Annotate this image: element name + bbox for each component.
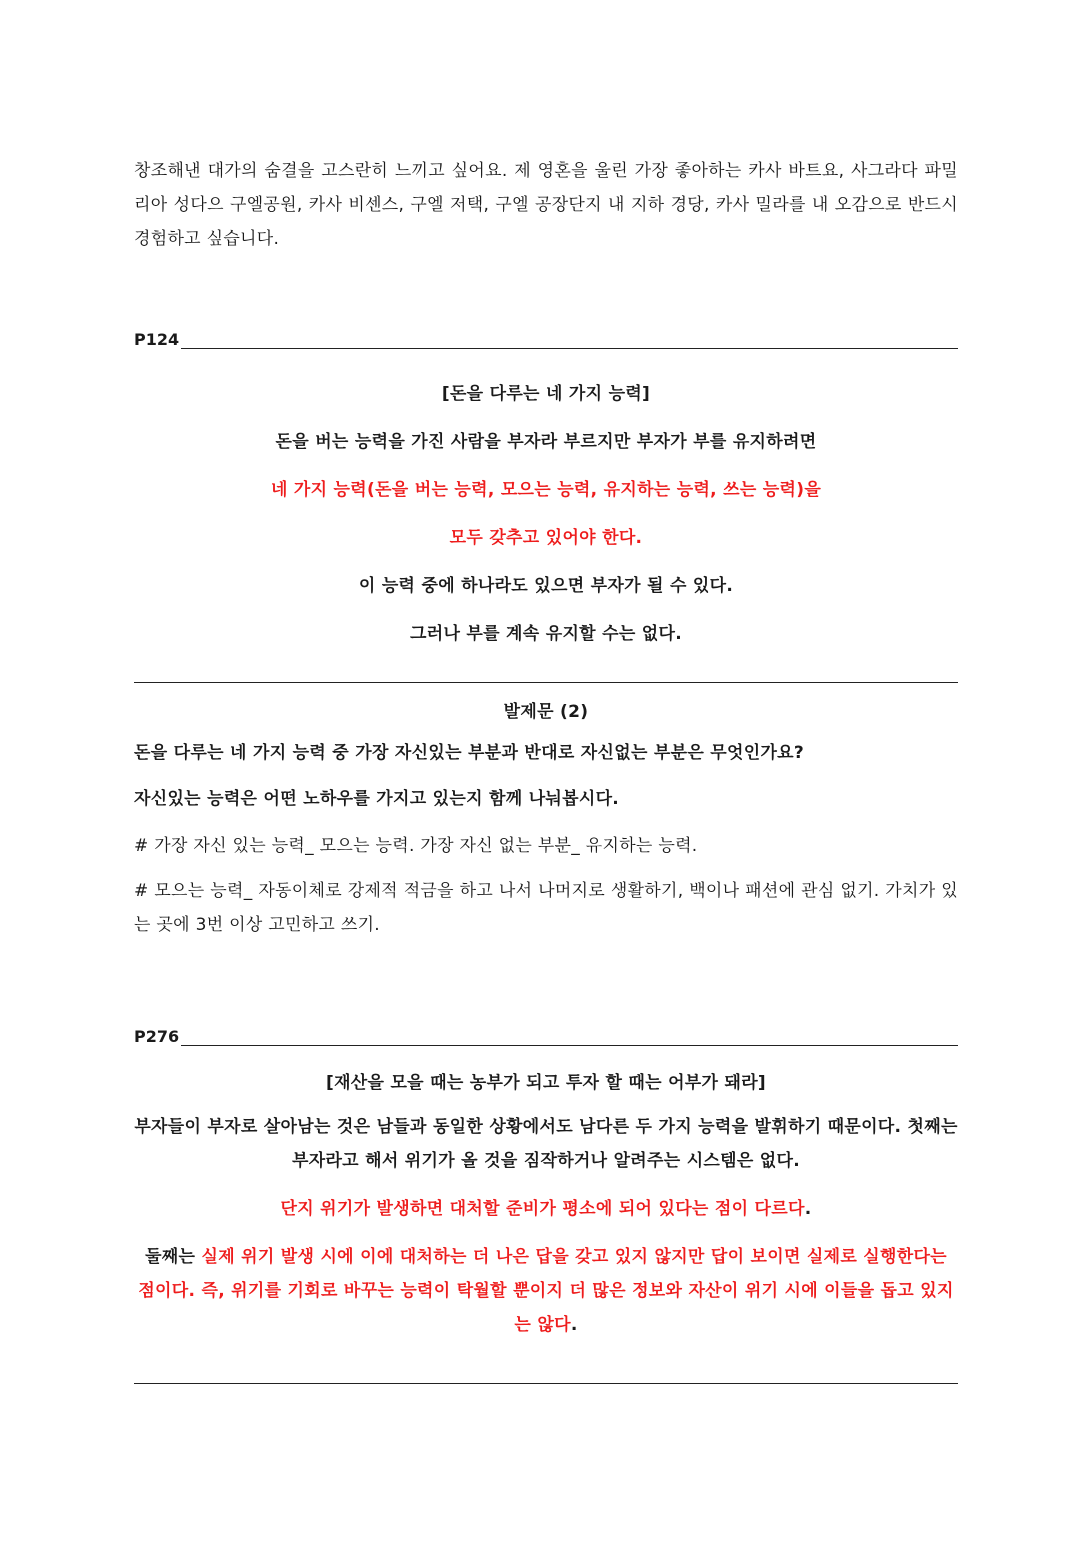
section2-title: [재산을 모을 때는 농부가 되고 투자 할 때는 어부가 돼라] [326,1073,766,1093]
section2-para2-end: . [804,1199,812,1219]
section1-line3: 모두 갖추고 있어야 한다. [449,528,643,548]
discussion-question2: 자신있는 능력은 어떤 노하우를 가지고 있는지 함께 나눠봅시다. [134,789,620,809]
section1-title: [돈을 다루는 네 가지 능력] [441,384,651,404]
section1-line2: 네 가지 능력(돈을 버는 능력, 모으는 능력, 유지하는 능력, 쓰는 능력)을 [270,480,822,500]
section2-page-ref: P276 [134,1027,180,1046]
intro-block [134,154,958,256]
section1-quote [134,370,958,658]
section2-para3-lead: 둘째는 [145,1247,202,1267]
section2-footer-rule [134,1383,958,1384]
section1-header [134,330,958,349]
section1-line5: 그러나 부를 계속 유지할 수는 없다. [410,624,682,644]
discussion-block [134,694,958,942]
discussion-answer2: # 모으는 능력_ 자동이체로 강제적 적금을 하고 나서 나머지로 생활하기, 백이나 패션에 관심 없기. 가치가 있는 곳에 3번 이상 고민하고 쓰기. [134,881,958,935]
discussion-question1: 돈을 다루는 네 가지 능력 중 가장 자신있는 부분과 반대로 자신없는 부분은 무엇인가요? [134,743,805,763]
section1-line4: 이 능력 중에 하나라도 있으면 부자가 될 수 있다. [358,576,734,596]
section2-para2 [134,1192,958,1226]
section2-header-rule [181,1033,958,1046]
section2-para1: 부자들이 부자로 살아남는 것은 남들과 동일한 상황에서도 남다른 두 가지 능력을 발휘하기 때문이다. 첫째는 부자라고 해서 위기가 올 것을 짐작하거나 알려주는 시스템은 없다. [134,1117,958,1171]
section2-header [134,1027,958,1046]
section1-footer-rule [134,682,958,683]
section1-line1: 돈을 버는 능력을 가진 사람을 부자라 부르지만 부자가 부를 유지하려면 [275,432,817,452]
section2-para2-highlight: 단지 위기가 발생하면 대처할 준비가 평소에 되어 있다는 점이 다르다 [280,1199,805,1219]
section2-para3 [134,1240,958,1342]
section2-para3-end: . [570,1315,578,1335]
discussion-title: 발제문 (2) [503,702,589,722]
section1-page-ref: P124 [134,330,180,349]
discussion-answer1: # 가장 자신 있는 능력_ 모으는 능력. 가장 자신 없는 부분_ 유지하는 능력. [134,836,698,856]
section1-header-rule [181,336,958,349]
section2-para3-highlight: 실제 위기 발생 시에 이에 대처하는 더 나은 답을 갖고 있지 않지만 답이 보이면 실제로 실행한다는 점이다. 즉, 위기를 기회로 바꾸는 능력이 탁월할 뿐이지 더 많은 정보와 자산이 위기 시에 이들을 돕고 있지는 않다 [138,1247,954,1335]
section2-quote [134,1064,958,1342]
intro-paragraph: 창조해낸 대가의 숨결을 고스란히 느끼고 싶어요. 제 영혼을 울린 가장 좋아하는 카사 바트요, 사그라다 파밀리아 성다으 구엘공원, 카사 비센스, 구엘 저택, 구엘 공장단지 내 지하 경당, 카사 밀라를 내 오감으로 반드시 경험하고 싶습니다. [134,161,958,249]
